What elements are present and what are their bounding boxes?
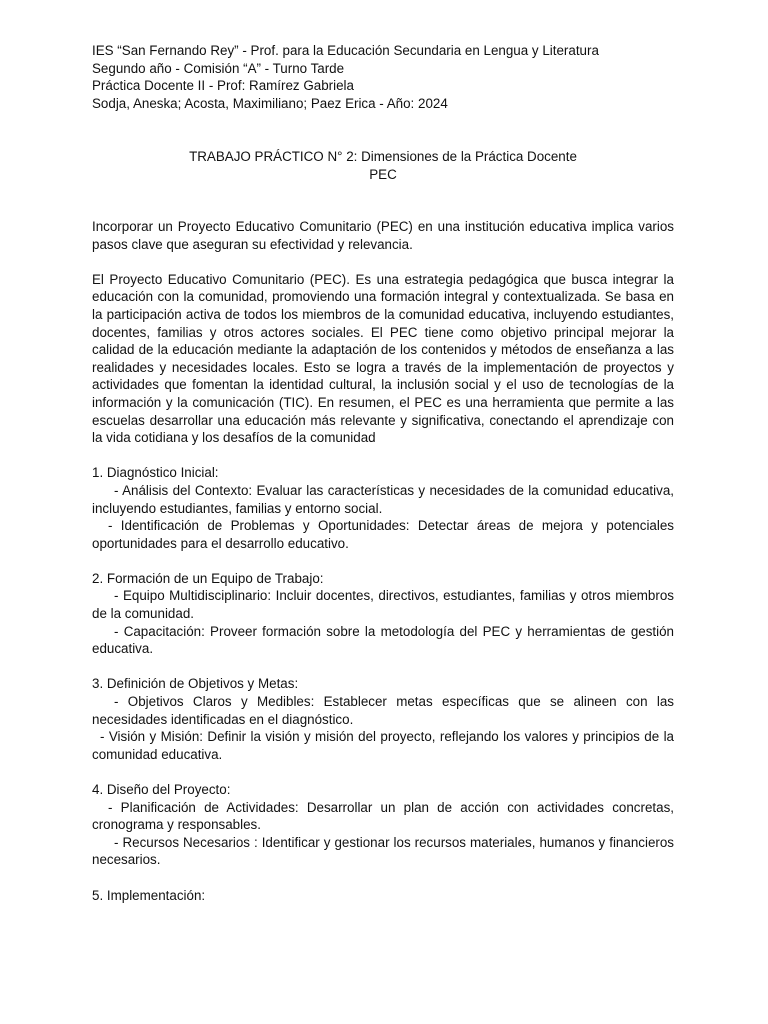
section-diagnostico bbox=[92, 464, 674, 552]
section-heading: 2. Formación de un Equipo de Trabajo: bbox=[92, 570, 324, 586]
document-header bbox=[92, 42, 692, 112]
title-main: TRABAJO PRÁCTICO N° 2: Dimensiones de la Práctica Docente bbox=[189, 149, 577, 164]
title-sub: PEC bbox=[369, 166, 397, 182]
section-implementacion bbox=[92, 887, 674, 905]
section-item: - Planificación de Actividades: Desarrollar un plan de acción con actividades concretas, cronograma y responsables. bbox=[92, 799, 674, 833]
header-institution: IES “San Fernando Rey” - Prof. para la Educación Secundaria en Lengua y Literatura bbox=[92, 43, 599, 58]
section-item: - Capacitación: Proveer formación sobre la metodología del PEC y herramientas de gestión educativa. bbox=[92, 623, 674, 657]
header-subject: Práctica Docente II - Prof: Ramírez Gabriela bbox=[92, 78, 354, 94]
intro-paragraph: Incorporar un Proyecto Educativo Comunitario (PEC) en una institución educativa implica varios pasos clave que aseguran su efectividad y relevancia. bbox=[92, 219, 674, 252]
document-body bbox=[92, 218, 674, 922]
section-heading: 3. Definición de Objetivos y Metas: bbox=[92, 676, 299, 692]
section-objetivos bbox=[92, 675, 674, 763]
section-equipo bbox=[92, 570, 674, 658]
definition-paragraph: El Proyecto Educativo Comunitario (PEC). Es una estrategia pedagógica que busca integrar la educación con la comunidad, promoviendo una formación integral y contextualizada. Se basa en la participación activa de todos los miembros de la comunidad educativa, incluyendo estudiantes, docentes, familias y otros actores sociales. El PEC tiene como objetivo principal mejorar la calidad de la educación mediante la adaptación de los contenidos y métodos de enseñanza a las realidades y necesidades locales. Esto se logra a través de la implementación de proyectos y actividades que fomentan la identidad cultural, la inclusión social y el uso de tecnologías de la información y la comunicación (TIC). En resumen, el PEC es una herramienta que permite a las escuelas desarrollar una educación más relevante y significativa, conectando el aprendizaje con la vida cotidiana y los desafíos de la comunidad bbox=[92, 271, 674, 446]
section-item: - Equipo Multidisciplinario: Incluir docentes, directivos, estudiantes, familias y otros miembros de la comunidad. bbox=[92, 588, 674, 622]
section-item: - Identificación de Problemas y Oportunidades: Detectar áreas de mejora y potenciales oportunidades para el desarrollo educativo. bbox=[92, 518, 674, 551]
document-title bbox=[92, 148, 674, 183]
section-heading: 5. Implementación: bbox=[92, 887, 206, 903]
section-item: - Visión y Misión: Definir la visión y misión del proyecto, reflejando los valores y principios de la comunidad educativa. bbox=[92, 729, 674, 762]
section-item: - Análisis del Contexto: Evaluar las características y necesidades de la comunidad educativa, incluyendo estudiantes, familias y entorno social. bbox=[92, 482, 674, 516]
section-heading: 1. Diagnóstico Inicial: bbox=[92, 465, 219, 481]
header-authors: Sodja, Aneska; Acosta, Maximiliano; Paez Erica - Año: 2024 bbox=[92, 95, 448, 111]
section-diseno bbox=[92, 781, 674, 869]
header-course: Segundo año - Comisión “A” - Turno Tarde bbox=[92, 60, 345, 76]
section-heading: 4. Diseño del Proyecto: bbox=[92, 782, 231, 797]
section-item: - Objetivos Claros y Medibles: Establecer metas específicas que se alineen con las necesidades identificadas en el diagnóstico. bbox=[92, 694, 674, 727]
section-item: - Recursos Necesarios : Identificar y gestionar los recursos materiales, humanos y financieros necesarios. bbox=[92, 834, 674, 868]
